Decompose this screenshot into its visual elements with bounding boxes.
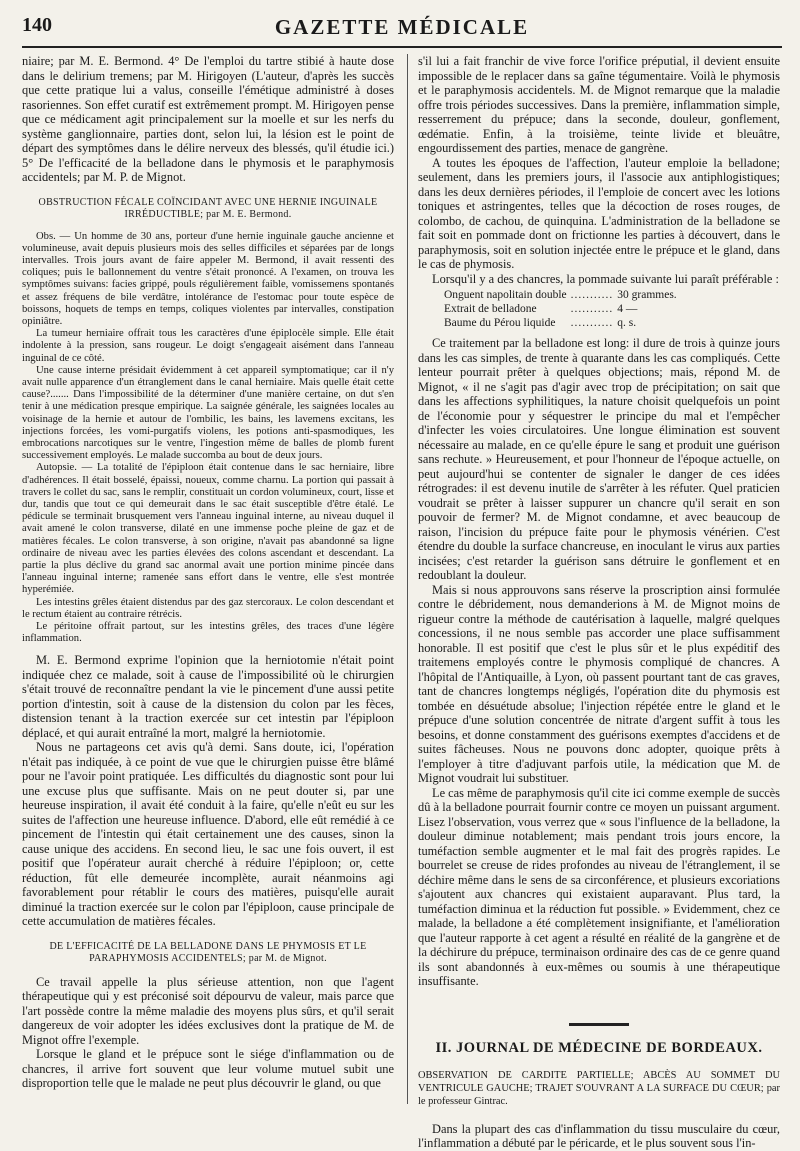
ingredient-name: Onguent napolitain double	[444, 289, 567, 301]
commentary-paragraph: M. E. Bermond exprime l'opinion que la herniotomie n'était point indiquée chez ce malade, soit à cause de l'impossibilité où le chirurgien s'était trouvé de reconnaître pendant la vie le pincement d'une aussi petite portion d'intestin, soit à cause de la distension du colon par les fèces, distension tenant à la traction exercée sur cet intestin par l'épiploon déplacé, et qui aurait entraîné la mort, malgré la herniotomie.	[22, 653, 394, 740]
observation-paragraph: Obs. — Un homme de 30 ans, porteur d'une hernie inguinale gauche ancienne et volumineuse, avait depuis plusieurs mois des selles difficiles et séparées par de longs intervalles. Trois jours avant de faire appeler M. Bermond, il avait ressenti des coliques; puis le ballonnement du ventre s'était prononcé. A l'examen, on trouva les symptômes suivans: facies grippé, pouls régulièrement faible, vomissemens spontanés et assez fréquens de bile verdâtre, intolérance de l'estomac pour toute espèce de boissons, hoquets de temps en temps, coliques violentes par intervalles, constipation opiniâtre.	[22, 230, 394, 327]
observation-paragraph: Le péritoine offrait partout, sur les intestins grêles, des traces d'une légère inflammation.	[22, 621, 394, 645]
left-column	[22, 54, 394, 1114]
ingredient-name: Extrait de belladone	[444, 303, 537, 315]
journal-section-title: II. JOURNAL DE MÉDECINE DE BORDEAUX.	[435, 1039, 763, 1056]
body-paragraph: A toutes les époques de l'affection, l'auteur emploie la belladone; seulement, dans les premiers jours, il l'associe aux antiphlogistiques; dans les deux dernières périodes, il l'emploie de concert avec les lotions toniques et astringentes, telles que la décoction de roses rouges, de colombo, de cachou, de quinquina. L'administration de la belladone se fait soit en pommade dont on frictionne les parties à découvert, dans le paraphymosis, soit en solution injectée entre le prépuce et le gland, dans le cas de phymosis.	[418, 155, 780, 271]
prescription-row: Extrait de belladone ........... 4 —	[444, 302, 681, 316]
body-paragraph: Mais si nous approuvons sans réserve la proscription ainsi formulée contre le débridement, nous demanderions à M. de Mignot moins de rigueur contre la méthode de cautérisation à laquelle, malgré quelques concessions, il ne nous semble pas accorder une place suffisamment honorable. Il est positif que c'est le plus sûr et le plus expéditif des traitemens employés contre le phymosis compliqué de chancres. A l'hôpital de l'Antiquaille, à Lyon, où passent pourtant tant de cas graves, tant de chancres longtemps négligés, l'opération dite du phymosis est tombée en désuétude absolue; l'injection répétée entre le gland et le prépuce d'une solution concentrée de nitrate d'argent suffit à tous les besoins, et donne constamment des guérisons exemptes d'accidens et de suites fâcheuses. Nous ne pouvons donc adopter, quoique prêts à l'employer à titre d'adjuvant parfois utile, la médication que M. de Mignot voudrait lui substituer.	[418, 582, 780, 785]
right-column	[418, 54, 781, 1150]
belladone-paragraph: Ce travail appelle la plus sérieuse attention, non que l'agent thérapeutique qui y est préconisé soit dépourvu de valeur, mais parce que l'art possède contre la même maladie des moyens plus sûrs, et qu'il serait dangereux de voir adopter les idées exclusives dont la pratique de M. de Mignot offre l'exemple.	[22, 974, 394, 1047]
column-divider	[407, 54, 408, 1104]
body-paragraph: s'il lui a fait franchir de vive force l'orifice préputial, il devient ensuite impossible de le replacer dans sa gaîne tégumentaire. Voilà le phymosis et le paraphymosis accidentels. M. de Mignot remarque que la maladie offre trois périodes successives. Dans la première, inflammation simple, resserrement du prépuce; dans la seconde, douleur, gonflement, œdématie. Enfin, à la troisième, teinte livide et bleuâtre, engourdissement des parties, menace de gangrène.	[418, 54, 780, 155]
section-separator	[569, 1023, 629, 1026]
page-header	[22, 14, 782, 42]
ingredient-dose: 30 grammes.	[617, 289, 677, 301]
observation-title: OBSERVATION DE CARDITE PARTIELLE; ABCÈS AU SOMMET DU VENTRICULE GAUCHE; TRAJET S'OUVRANT A LA SURFACE DU CŒUR; par le professeur Gintrac.	[418, 1069, 780, 1107]
observation-paragraph: La tumeur herniaire offrait tous les caractères d'une épiplocèle simple. Elle était indolente à la pression, sans rougeur. Le doigt s'engageait aisément dans l'anneau inguinal de ce côté.	[22, 328, 394, 364]
commentary-paragraph: Nous ne partageons cet avis qu'à demi. Sans doute, ici, l'opération n'était pas indiquée, à ce point de vue que le chirurgien puisse être blâmé pour ne l'avoir point pratiquée. Les difficultés du diagnostic sont pour lui une excuse plus que suffisante. Mais on ne peut douter si, par une heureuse inspiration, il avait été conduit à la faire, qu'elle n'eût eu sur les suites de l'affection une heureuse influence. D'abord, elle eût remédié à ce pincement de l'intestin qui était certainement une des causes, sinon la cause unique des accidens. En second lieu, le sac une fois ouvert, il est positif que l'opérateur aurait cherché à réduire l'épiploon; or, cette réduction, fût elle demeurée incomplète, aurait néanmoins agi favorablement pour rétablir le cours des matières, puisqu'elle aurait diminué la traction exercée sur le colon par l'épiploon, cause principale de cette accumulation de matières fécales.	[22, 740, 394, 929]
prescription-row: Onguent napolitain double ........... 30 grammes.	[444, 288, 681, 302]
observation-paragraph: Les intestins grêles étaient distendus par des gaz stercoraux. Le colon descendant et le rectum étaient au contraire rétrécis.	[22, 596, 394, 620]
ingredient-dose: 4 —	[617, 303, 638, 315]
body-paragraph: Ce traitement par la belladone est long: il dure de trois à quinze jours dans les cas simples, de trente à quarante dans les cas compliqués. Cette lenteur pourrait prêter à quelques objections; mais, répond M. de Mignot, « il ne s'agit pas d'agir avec trop de précipitation; on sait que dans les affections syphilitiques, la nature choisit quelquefois un point de l'économie pour y séquestrer le principe du mal et l'empêcher d'infecter les voies circulatoires. Une longue élimination est souvent nécessaire au malade, en ce qu'elle épure le sang et produit une guérison sans rechute. » Heureusement, et pour l'honneur de l'époque actuelle, on peut aujourd'hui se contenter de signaler le danger de ces idées rétrogrades: il est devenu inutile de s'arrêter à les réfuter. Quel praticien voudrait se prêter à laisser suppurer un chancre qu'il serait en son pouvoir de fermer? M. de Mignot condamne, et avec beaucoup de raison, l'incision du prépuce faite pour le phymosis vénérien. C'est étendre du double la surface chancreuse, en inoculant le virus aux parties incisées; c'est retarder la guérison sans détruire le gonflement et en redoublant la douleur.	[418, 336, 780, 582]
belladone-paragraph: Lorsque le gland et le prépuce sont le siége d'inflammation ou de chancres, il arrive fort souvent que leur volume mutuel subit une disproportion telle que le malade ne peut plus découvrir le gland, ou que	[22, 1047, 394, 1091]
body-paragraph: Le cas même de paraphymosis qu'il cite ici comme exemple de succès dû à la belladone pourrait fournir contre ce moyen un puissant argument. Lisez l'observation, vous verrez que « sous l'influence de la belladone, la douleur diminue notablement; mais pendant trois jours encore, la tuméfaction semble augmenter et le mal fait des progrès rapides. Le bourrelet se creuse de rides profondes au niveau de l'étranglement, il se déchire même dans le sens de sa circonférence, et plusieurs excoriations s'ajoutent aux chancres qui existaient auparavant. Plus tard, la tuméfaction diminua et la réduction fut possible. » Evidemment, chez ce malade, la belladone a été complètement insignifiante, et l'amélioration que l'auteur rapporte à cet agent a résulté en réalité de la gangrène et de la déchirure du prépuce, terminaison ordinaire des cas de ce genre quand ils sont abandonnés à eux-mêmes ou soumis à une thérapeutique insuffisante.	[418, 785, 781, 988]
prescription-row: Baume du Pérou liquide ........... q. s.	[444, 316, 681, 330]
observation-paragraph: Une cause interne présidait évidemment à cet appareil symptomatique; car il n'y avait nulle apparence d'un étranglement dans le canal herniaire. Mais quelle était cette cause?....... Dans l'impossibilité de la déterminer d'une manière certaine, on dut s'en tenir à une médication presque empirique. La saignée générale, les saignées locales au voisinage de la hernie et autour de l'ombilic, les bains, les lavemens excitans, les injections forcées, les vomi-purgatifs violens, les potions anti-spasmodiques, les embrocations narcotiques sur le ventre, l'ingestion même de balles de plomb furent successivement employés. Le malade succomba au bout de deux jours.	[22, 364, 394, 462]
header-rule	[22, 46, 782, 48]
ingredient-dose: q. s.	[617, 317, 637, 329]
body-paragraph: Lorsqu'il y a des chancres, la pommade suivante lui paraît préférable :	[432, 271, 779, 286]
prescription-table	[444, 288, 681, 330]
section-title-belladone: DE L'EFFICACITÉ DE LA BELLADONE DANS LE PHYMOSIS ET LE PARAPHYMOSIS ACCIDENTELS; par M. de Mignot.	[49, 940, 367, 964]
text-columns	[22, 54, 782, 1150]
journal-masthead: GAZETTE MÉDICALE	[274, 15, 530, 39]
autopsy-paragraph: Autopsie. — La totalité de l'épiploon était contenue dans le sac herniaire, libre d'adhérences. Il était bosselé, épaissi, noueux, comme charnu. La portion qui passait à travers le collet du sac, sans le remplir, constituait un cordon volumineux, court, lisse et dur, tandis que tout ce qui demeurait dans le sac était susceptible d'être étalé. Le pédicule se terminait brusquement vers l'anneau inguinal interne, au niveau duquel il avait amené le colon transverse, dilaté en une immense poche pleine de gaz et de matières fécales. Le colon transverse, à son origine, n'avait pas abandonné sa ligne ordinaire de niveau avec les parties élevées des colons ascendant et descendant. La partie la plus déclive du grand sac anormal avait une portion minime pincée dans l'anneau inguinal interne; ramenée sans effort dans le ventre, elle s'est montrée hyperémiée.	[22, 462, 394, 596]
intro-paragraph: niaire; par M. E. Bermond. 4° De l'emploi du tartre stibié à haute dose dans le delirium tremens; par M. Hirigoyen (L'auteur, d'après les succès que cette pratique lui a valus, conseille l'émétique administré à doses rasoriennes. Son effet curatif est extrêmement prompt. M. Hirigoyen pense que ce médicament agit principalement sur la moelle et sur les nerfs du système ganglionnaire, parties dont, selon lui, la lésion est le point de départ des symptômes dans le délire nerveux des blessés, qu'il étudie ici.) 5° De l'efficacité de la belladone dans le phymosis et le paraphymosis accidentels; par M. P. de Mignot.	[22, 54, 394, 184]
ingredient-name: Baume du Pérou liquide	[444, 317, 556, 329]
body-paragraph: Dans la plupart des cas d'inflammation du tissu musculaire du cœur, l'inflammation a débuté par le péricarde, et le plus souvent sous l'in-	[418, 1121, 780, 1150]
page-number: 140	[22, 14, 52, 36]
section-title-obstruction: OBSTRUCTION FÉCALE COÏNCIDANT AVEC UNE HERNIE INGUINALE IRRÉDUCTIBLE; par M. E. Bermond.	[38, 196, 378, 220]
